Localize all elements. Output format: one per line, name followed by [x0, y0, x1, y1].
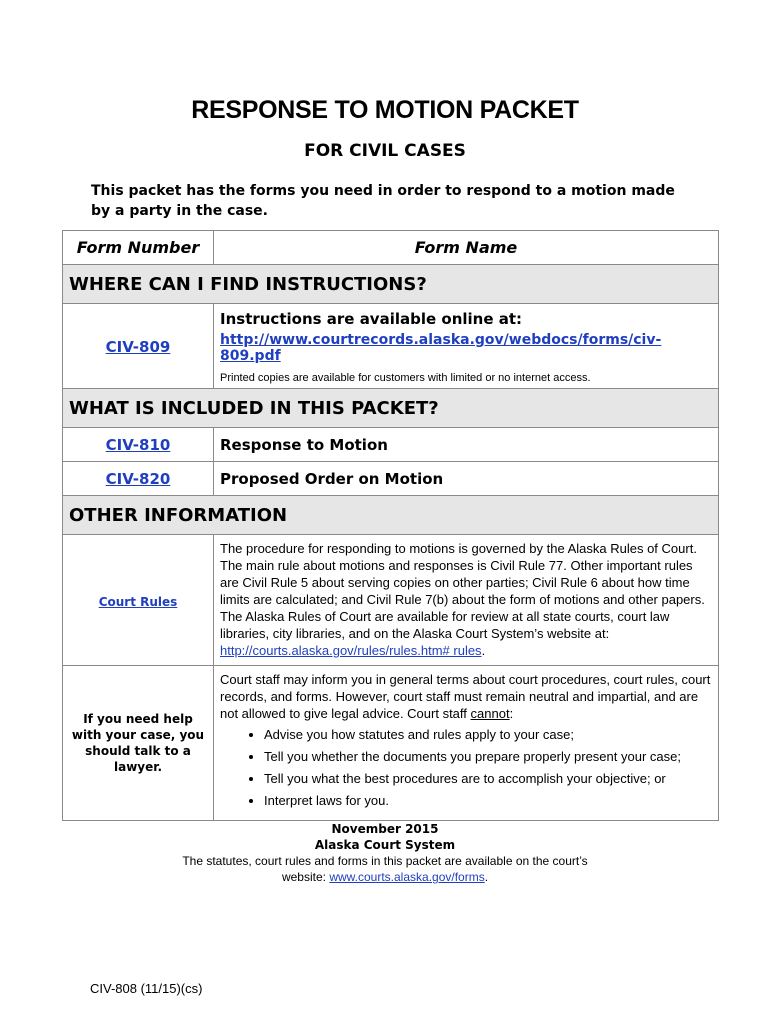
page-subtitle: FOR CIVIL CASES: [304, 141, 466, 161]
court-rules-row: [63, 535, 719, 666]
help-text-body: Court staff may inform you in general terms about court procedures, court rules, court records, and forms. However, court staff must remain neutral and impartial, and are not allowed to give legal advice. Court staff: [220, 672, 711, 721]
header-form-number: Form Number: [63, 231, 214, 265]
table-row: [63, 462, 719, 496]
court-rules-end: .: [481, 643, 486, 658]
header-form-name: Form Name: [214, 231, 719, 265]
footer-line2-prefix: website:: [281, 870, 330, 884]
table-row: [63, 428, 719, 462]
help-text: [220, 671, 712, 722]
instructions-note: Printed copies are available for customers with limited or no internet access.: [220, 372, 591, 384]
help-text-cannot: cannot: [470, 706, 510, 721]
forms-website-link[interactable]: www.courts.alaska.gov/forms: [329, 870, 485, 884]
civ-820-link[interactable]: CIV-820: [105, 470, 171, 488]
rules-website-link[interactable]: http://courts.alaska.gov/rules/rules.htm# rules: [220, 643, 482, 658]
instructions-detail-cell: [214, 304, 719, 389]
footer-date: November 2015: [331, 822, 439, 836]
court-rules-label-cell: [63, 535, 214, 666]
instructions-url-link[interactable]: http://www.courtrecords.alaska.gov/webdocs/forms/civ-809.pdf: [220, 332, 662, 364]
table-header-row: [63, 231, 719, 265]
form-id: CIV-808 (11/15)(cs): [90, 981, 203, 996]
court-rules-text-cell: [214, 535, 719, 666]
footer-line1: The statutes, court rules and forms in this packet are available on the court’s: [182, 854, 588, 868]
civ-809-link[interactable]: CIV-809: [105, 337, 171, 356]
page-title: RESPONSE TO MOTION PACKET: [191, 96, 579, 124]
section-other: [63, 496, 719, 535]
section-included: [63, 389, 719, 428]
footer-line2: [0, 869, 770, 885]
court-rules-text: The procedure for responding to motions is governed by the Alaska Rules of Court. The main rule about motions and responses is Civil Rule 77. Other important rules are Civil Rule 5 about serving copies on other parties; Civil Rule 6 about how time limits are calculated; and Civil Rule 7(b) about the form of motions and other papers. The Alaska Rules of Court are available for review at all state courts, court law libraries, city libraries, and on the Alaska Court System’s website at:: [220, 541, 705, 641]
instructions-form-cell: [63, 304, 214, 389]
section-included-heading: WHAT IS INCLUDED IN THIS PACKET?: [63, 389, 719, 428]
section-instructions-heading: WHERE CAN I FIND INSTRUCTIONS?: [63, 265, 719, 304]
list-item: • Tell you whether the documents you prepare properly present your case;: [264, 748, 712, 765]
help-row: [63, 666, 719, 821]
help-label-cell: [63, 666, 214, 821]
civ-810-link[interactable]: CIV-810: [105, 436, 171, 454]
intro-text: This packet has the forms you need in order to respond to a motion made by a party in the case.: [91, 183, 675, 219]
footer-org: Alaska Court System: [314, 838, 456, 852]
footer-line2-suffix: .: [484, 870, 489, 884]
form-number-cell: [63, 462, 214, 496]
list-item: • Advise you how statutes and rules apply to your case;: [264, 726, 712, 743]
help-label: If you need help with your case, you should talk to a lawyer.: [71, 712, 205, 774]
form-name-cell: Proposed Order on Motion: [214, 462, 719, 496]
form-number-cell: [63, 428, 214, 462]
instructions-title: Instructions are available online at:: [220, 310, 523, 328]
cannot-list: [220, 726, 712, 809]
form-name-cell: Response to Motion: [214, 428, 719, 462]
court-rules-link[interactable]: Court Rules: [98, 594, 178, 609]
instructions-row: [63, 304, 719, 389]
help-text-colon: :: [509, 706, 514, 721]
help-text-cell: [214, 666, 719, 821]
section-instructions: [63, 265, 719, 304]
footer: [0, 821, 770, 885]
list-item: • Tell you what the best procedures are to accomplish your objective; or: [264, 770, 712, 787]
section-other-heading: OTHER INFORMATION: [63, 496, 719, 535]
forms-table: [62, 230, 719, 821]
list-item: • Interpret laws for you.: [264, 792, 712, 809]
